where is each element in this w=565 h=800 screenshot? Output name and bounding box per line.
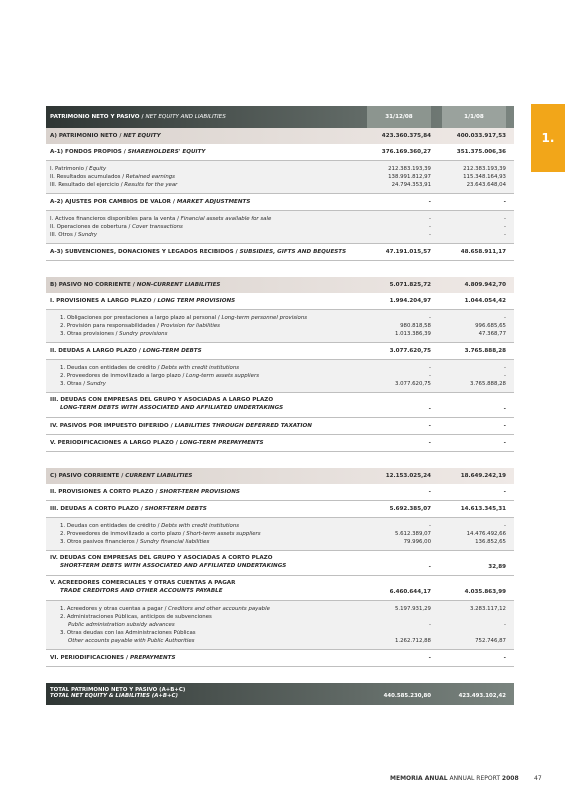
detail-label-es: 2. Administraciones Públicas, anticipos de subvenciones [60, 614, 212, 620]
detail-value-2007: - [504, 373, 506, 379]
detail-label: 1. Deudas con entidades de crédito / Debts with credit institutions [60, 365, 240, 371]
detail-label-es: 2. Proveedores de inmovilizado a largo plazo [60, 373, 181, 379]
row-label-es: A) PATRIMONIO NETO [50, 133, 118, 139]
detail-label: I. Activos financieros disponibles para la venta / Financial assets available for sale [50, 216, 272, 222]
subtotal-row [46, 343, 514, 360]
row-label-es: II. PROVISIONES A CORTO PLAZO [50, 489, 154, 495]
detail-label-en: Long-term assets suppliers [186, 373, 260, 379]
detail-label-es: 1. Acreedores y otras cuentas a pagar [60, 606, 163, 612]
row-label-es: C) PASIVO CORRIENTE [50, 473, 120, 479]
detail-label-en: Sundry financial liabilities [139, 539, 210, 545]
detail-label [68, 638, 374, 644]
value-2007: 48.658.911,17 [460, 249, 506, 255]
value-2007: - [503, 440, 506, 446]
row-label [50, 397, 374, 411]
detail-value-2008: 5.197.931,29 [394, 606, 431, 612]
detail-label: II. Operaciones de cobertura / Cover transactions [50, 224, 183, 230]
detail-group [46, 518, 514, 551]
header-title-en: NET EQUITY AND LIABILITIES [145, 114, 226, 120]
row-label-es: IV. PASIVOS POR IMPUESTO DIFERIDO [50, 423, 169, 429]
value-2007: 18.649.242,19 [460, 473, 506, 479]
row-label-es: A-3) SUBVENCIONES, DONACIONES Y LEGADOS RECIBIDOS [50, 249, 234, 255]
detail-label: 1. Deudas con entidades de crédito / Debts with credit institutions [60, 523, 240, 529]
subtotal-row [46, 418, 514, 435]
footer-title [390, 775, 519, 782]
detail-value-2007: - [504, 224, 506, 230]
value-2008: - [428, 440, 431, 446]
detail-label-en: Public administration subsidy advances [68, 622, 175, 628]
value-2008: - [428, 655, 431, 661]
value-2008: 12.153.025,24 [385, 473, 431, 479]
detail-value-2007: 47.368,77 [478, 331, 506, 337]
row-label: C) PASIVO CORRIENTE / CURRENT LIABILITIES [50, 473, 193, 479]
chapter-tab [531, 104, 565, 172]
value-2008: 1.994.204,97 [389, 298, 431, 304]
detail-label: II. Resultados acumulados / Retained earnings [50, 174, 175, 180]
detail-label: III. Otros / Sundry [50, 232, 98, 238]
detail-value-2007: - [504, 365, 506, 371]
detail-value-2008: - [429, 315, 431, 321]
footer-title-en: ANNUAL REPORT [449, 775, 500, 782]
balance-sheet-table [46, 106, 514, 705]
detail-label-en: Provision for liabilities [160, 323, 220, 329]
row-label-en: LONG-TERM DEBTS [142, 348, 202, 354]
detail-label-es: 2. Proveedores de inmovilizado a corto plazo [60, 531, 182, 537]
detail-value-2007: 23.643.648,04 [466, 182, 506, 188]
row-label-es: V. ACREEDORES COMERCIALES Y OTRAS CUENTAS A PAGAR [50, 580, 236, 586]
detail-label-es: 3. Otras provisiones [60, 331, 114, 337]
detail-value-2008: - [429, 224, 431, 230]
value-2008: 423.360.375,84 [381, 133, 431, 139]
detail-label-es: 2. Provisión para responsabilidades [60, 323, 156, 329]
detail-value-2008: - [429, 523, 431, 529]
detail-label: 2. Proveedores de inmovilizado a corto plazo / Short-term assets suppliers [60, 531, 261, 537]
detail-value-2008: - [429, 365, 431, 371]
detail-label: 2. Proveedores de inmovilizado a largo plazo / Long-term assets suppliers [60, 373, 260, 379]
subtotal-row [46, 393, 514, 418]
detail-label: 3. Otros pasivos financieros / Sundry financial liabilities [60, 539, 210, 545]
detail-label [68, 622, 374, 628]
detail-label-es: 1. Deudas con entidades de crédito [60, 523, 156, 529]
total-2008: 440.585.230,80 [383, 693, 431, 699]
subtotal-row [46, 576, 514, 601]
row-label-es: A-1) FONDOS PROPIOS [50, 149, 122, 155]
detail-group [46, 601, 514, 650]
total-label-es: TOTAL PATRIMONIO NETO Y PASIVO (A+B+C) [50, 687, 186, 693]
value-2007: - [503, 406, 506, 412]
detail-label: 3. Otras provisiones / Sundry provisions [60, 331, 168, 337]
row-label: A-2) AJUSTES POR CAMBIOS DE VALOR / MARKET ADJUSTMENTS [50, 199, 251, 205]
subtotal-row [46, 293, 514, 310]
subtotal-row [46, 551, 514, 576]
detail-label-en: Debts with credit institutions [161, 365, 240, 371]
detail-label: 1. Obligaciones por prestaciones a largo plazo al personal / Long-term personnel provisions [60, 315, 308, 321]
detail-group [46, 360, 514, 393]
row-label: V. PERIODIFICACIONES A LARGO PLAZO / LONG-TERM PREPAYMENTS [50, 440, 264, 446]
section-row [46, 277, 514, 293]
detail-value-2007: 3.765.888,28 [469, 381, 506, 387]
value-2007: 3.765.888,28 [464, 348, 506, 354]
footer-year: 2008 [501, 775, 519, 782]
row-label-en: NET EQUITY [123, 133, 161, 139]
value-2008: - [428, 423, 431, 429]
detail-label-en: Short-term assets suppliers [186, 531, 261, 537]
row-label-es: IV. DEUDAS CON EMPRESAS DEL GRUPO Y ASOCIADAS A CORTO PLAZO [50, 555, 273, 561]
detail-label [60, 614, 374, 620]
value-2007: 400.033.917,53 [456, 133, 506, 139]
row-label: VI. PERIODIFICACIONES / PREPAYMENTS [50, 655, 176, 661]
detail-value-2007: - [504, 523, 506, 529]
header-title: PATRIMONIO NETO Y PASIVO [50, 114, 140, 120]
detail-label-en: Long-term personnel provisions [221, 315, 308, 321]
value-2007: 32,89 [488, 564, 506, 570]
table-header: PATRIMONIO NETO Y PASIVO / NET EQUITY AND LIABILITIES 31/12/08 1/1/08 [46, 106, 514, 128]
row-label: A) PATRIMONIO NETO / NET EQUITY [50, 133, 161, 139]
detail-value-2008: - [429, 373, 431, 379]
detail-value-2007: 752.746,87 [475, 638, 506, 644]
row-label-en: LIABILITIES THROUGH DEFERRED TAXATION [174, 423, 312, 429]
detail-value-2008: 24.794.353,91 [391, 182, 431, 188]
row-label-en: SHORT-TERM DEBTS [144, 506, 207, 512]
row-label-es: III. DEUDAS A CORTO PLAZO [50, 506, 139, 512]
detail-label-en: Equity [89, 166, 107, 172]
detail-value-2007: 996.685,65 [475, 323, 506, 329]
subtotal-row [46, 484, 514, 501]
chapter-number: 1. [541, 131, 555, 145]
total-label-en: TOTAL NET EQUITY & LIABILITIES (A+B+C) [50, 693, 178, 699]
detail-label-es: 1. Obligaciones por prestaciones a largo plazo al personal [60, 315, 217, 321]
detail-label-en: Sundry [78, 232, 98, 238]
detail-label [60, 630, 374, 636]
detail-value-2008: - [429, 622, 431, 628]
total-2007: 423.493.102,42 [458, 693, 506, 699]
row-label-es: II. DEUDAS A LARGO PLAZO [50, 348, 137, 354]
detail-value-2007: 3.283.117,12 [469, 606, 506, 612]
detail-label-es: 3. Otros pasivos financieros [60, 539, 135, 545]
header-col-2008: 31/12/08 [367, 106, 431, 128]
detail-value-2007: - [504, 216, 506, 222]
detail-label-en: Results for the year [124, 182, 178, 188]
detail-value-2007: 136.852,65 [475, 539, 506, 545]
spacer [46, 452, 514, 468]
detail-label-es: 1. Deudas con entidades de crédito [60, 365, 156, 371]
detail-label-es: II. Operaciones de cobertura [50, 224, 127, 230]
value-2007: - [503, 199, 506, 205]
subtotal-row [46, 435, 514, 452]
detail-value-2007: 14.476.492,66 [466, 531, 506, 537]
value-2007: 14.613.345,31 [460, 506, 506, 512]
value-2007: 351.375.006,36 [456, 149, 506, 155]
row-label-en: NON-CURRENT LIABILITIES [136, 282, 221, 288]
subtotal-row [46, 144, 514, 161]
row-label: II. DEUDAS A LARGO PLAZO / LONG-TERM DEBTS [50, 348, 202, 354]
value-2008: - [428, 199, 431, 205]
detail-label: I. Patrimonio / Equity [50, 166, 107, 172]
detail-label-en: Financial assets available for sale [180, 216, 272, 222]
detail-value-2008: 5.612.389,07 [394, 531, 431, 537]
row-label [50, 555, 374, 569]
value-2008: 3.077.620,75 [389, 348, 431, 354]
detail-label-es: I. Patrimonio [50, 166, 84, 172]
detail-label-en: Cover transactions [132, 224, 183, 230]
subtotal-row [46, 244, 514, 261]
detail-label-es: 3. Otras deudas con las Administraciones Públicas [60, 630, 196, 636]
detail-value-2007: - [504, 622, 506, 628]
row-label-es: VI. PERIODIFICACIONES [50, 655, 125, 661]
row-label-es: V. PERIODIFICACIONES A LARGO PLAZO [50, 440, 174, 446]
value-2008: 47.191.015,57 [385, 249, 431, 255]
section-row [46, 468, 514, 484]
detail-label-en: Sundry provisions [119, 331, 168, 337]
detail-value-2008: 79.996,00 [403, 539, 431, 545]
detail-label-en: Debts with credit institutions [161, 523, 240, 529]
row-label [50, 580, 374, 594]
row-label-en: LONG TERM PROVISIONS [157, 298, 236, 304]
total-label [50, 687, 374, 699]
detail-label-es: III. Resultado del ejercicio [50, 182, 119, 188]
row-label-es: III. DEUDAS CON EMPRESAS DEL GRUPO Y ASOCIADAS A LARGO PLAZO [50, 397, 274, 403]
row-label-en: PREPAYMENTS [130, 655, 176, 661]
subtotal-row [46, 194, 514, 211]
detail-value-2007: 115.348.164,93 [463, 174, 506, 180]
detail-label: 2. Provisión para responsabilidades / Provision for liabilities [60, 323, 220, 329]
detail-value-2007: 212.383.193,39 [463, 166, 506, 172]
row-label: A-3) SUBVENCIONES, DONACIONES Y LEGADOS RECIBIDOS / SUBSIDIES, GIFTS AND BEQUESTS [50, 249, 347, 255]
row-label-en: TRADE CREDITORS AND OTHER ACCOUNTS PAYABLE [60, 588, 223, 594]
detail-value-2008: 3.077.620,75 [394, 381, 431, 387]
detail-label-en: Other accounts payable with Public Authorities [68, 638, 195, 644]
detail-value-2007: - [504, 232, 506, 238]
value-2008: 6.460.644,17 [389, 589, 431, 595]
row-label-en: SHORT-TERM DEBTS WITH ASSOCIATED AND AFFILIATED UNDERTAKINGS [60, 563, 287, 569]
value-2008: 5.071.825,72 [389, 282, 431, 288]
detail-label-en: Creditors and other accounts payable [168, 606, 270, 612]
row-label-en: CURRENT LIABILITIES [125, 473, 193, 479]
detail-label-en: Sundry [86, 381, 106, 387]
value-2008: 5.692.385,07 [389, 506, 431, 512]
row-label: B) PASIVO NO CORRIENTE / NON-CURRENT LIABILITIES [50, 282, 221, 288]
detail-value-2008: 1.013.386,39 [394, 331, 431, 337]
row-label-en: SUBSIDIES, GIFTS AND BEQUESTS [239, 249, 347, 255]
row-label: III. DEUDAS A CORTO PLAZO / SHORT-TERM DEBTS [50, 506, 207, 512]
row-label-es: B) PASIVO NO CORRIENTE [50, 282, 131, 288]
value-2007: - [503, 489, 506, 495]
detail-label: 1. Acreedores y otras cuentas a pagar / Creditors and other accounts payable [60, 606, 270, 612]
spacer [46, 261, 514, 277]
row-label: I. PROVISIONES A LARGO PLAZO / LONG TERM PROVISIONS [50, 298, 236, 304]
detail-label-en: Retained earnings [125, 174, 175, 180]
detail-label-es: I. Activos financieros disponibles para la venta [50, 216, 176, 222]
detail-label-es: 3. Otras [60, 381, 82, 387]
detail-value-2008: 1.262.712,88 [394, 638, 431, 644]
detail-value-2007: - [504, 315, 506, 321]
detail-value-2008: - [429, 216, 431, 222]
detail-value-2008: 980.818,58 [400, 323, 431, 329]
detail-label-es: II. Resultados acumulados [50, 174, 121, 180]
row-label-en: LONG-TERM PREPAYMENTS [179, 440, 264, 446]
row-label: A-1) FONDOS PROPIOS / SHAREHOLDERS' EQUITY [50, 149, 206, 155]
value-2007: 1.044.054,42 [464, 298, 506, 304]
detail-group [46, 211, 514, 244]
detail-value-2008: 138.991.812,97 [388, 174, 431, 180]
detail-value-2008: - [429, 232, 431, 238]
total-row [46, 683, 514, 705]
detail-group [46, 161, 514, 194]
header-col-2007: 1/1/08 [442, 106, 506, 128]
value-2007: - [503, 423, 506, 429]
row-label: II. PROVISIONES A CORTO PLAZO / SHORT-TERM PROVISIONS [50, 489, 240, 495]
value-2007: 4.035.863,99 [464, 589, 506, 595]
row-label-en: MARKET ADJUSTMENTS [176, 199, 251, 205]
footer-title-es: MEMORIA ANUAL [390, 775, 448, 782]
detail-label-es: III. Otros [50, 232, 73, 238]
row-label-es: A-2) AJUSTES POR CAMBIOS DE VALOR [50, 199, 171, 205]
value-2008: 376.169.360,27 [381, 149, 431, 155]
row-label-en: LONG-TERM DEBTS WITH ASSOCIATED AND AFFILIATED UNDERTAKINGS [60, 405, 284, 411]
subtotal-row [46, 501, 514, 518]
detail-label: III. Resultado del ejercicio / Results for the year [50, 182, 178, 188]
row-label-en: SHORT-TERM PROVISIONS [159, 489, 240, 495]
subtotal-row [46, 650, 514, 667]
value-2007: - [503, 655, 506, 661]
row-label: IV. PASIVOS POR IMPUESTO DIFERIDO / LIABILITIES THROUGH DEFERRED TAXATION [50, 423, 312, 429]
value-2008: - [428, 406, 431, 412]
row-label-en: SHAREHOLDERS' EQUITY [127, 149, 206, 155]
section-row [46, 128, 514, 144]
value-2007: 4.809.942,70 [464, 282, 506, 288]
detail-value-2008: 212.383.193,39 [388, 166, 431, 172]
value-2008: - [428, 564, 431, 570]
spacer [46, 667, 514, 683]
detail-label: 3. Otras / Sundry [60, 381, 106, 387]
value-2008: - [428, 489, 431, 495]
detail-group [46, 310, 514, 343]
row-label-es: I. PROVISIONES A LARGO PLAZO [50, 298, 152, 304]
page-number: 47 [534, 775, 542, 782]
